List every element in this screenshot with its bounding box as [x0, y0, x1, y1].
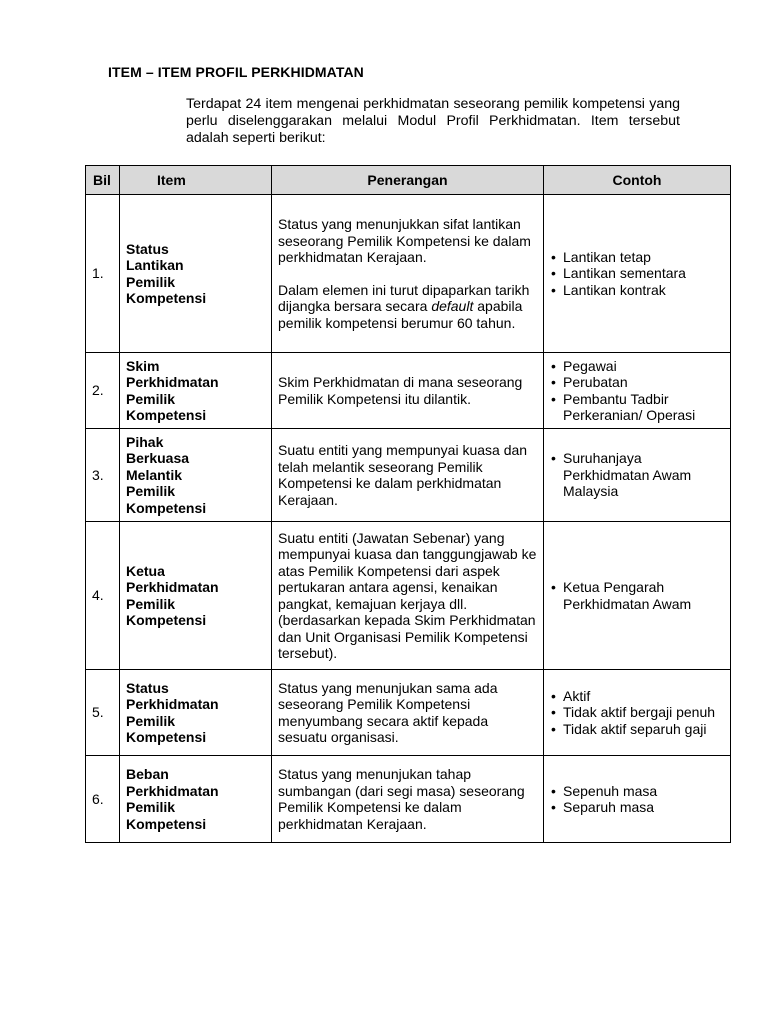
row-item: [120, 353, 272, 429]
example-list: [550, 783, 724, 816]
item-line: Kompetensi: [126, 499, 207, 516]
item-line: Ketua: [126, 562, 165, 579]
item-line: Berkuasa: [126, 450, 190, 467]
description-text: apabila pemilik kompetensi berumur 60 tahun.: [278, 298, 523, 331]
description-emphasis: default: [431, 298, 474, 314]
row-item: [120, 756, 272, 843]
example-list: [550, 579, 724, 612]
example-list: [550, 688, 724, 738]
row-examples: [544, 429, 731, 522]
list-item: • Lantikan sementara: [550, 265, 724, 282]
row-number: 2.: [86, 353, 120, 429]
row-examples: [544, 522, 731, 670]
row-examples: [544, 670, 731, 756]
profile-table: [85, 165, 731, 843]
list-item: • Lantikan kontrak: [550, 282, 724, 299]
intro-paragraph: Terdapat 24 item mengenai perkhidmatan seseorang pemilik kompetensi yang perlu diselenggarakan melalui Modul Profil Perkhidmatan. Item tersebut adalah seperti berikut:: [186, 96, 680, 146]
example-list: [550, 450, 724, 500]
table-row: [86, 429, 731, 522]
example-list: [550, 358, 724, 424]
item-line: Pemilik: [126, 595, 176, 612]
item-line: Kompetensi: [126, 815, 207, 832]
item-line: Beban: [126, 766, 169, 782]
table-row: [86, 522, 731, 670]
list-item: • Separuh masa: [550, 799, 724, 816]
example-list: [550, 249, 724, 299]
table-header-row: [86, 166, 731, 195]
item-line: Kompetensi: [126, 612, 207, 628]
item-line: Status: [126, 679, 169, 696]
row-description: [272, 429, 544, 522]
item-line: Pemilik: [126, 712, 176, 729]
item-line: Melantik: [126, 466, 183, 483]
row-number: 4.: [86, 522, 120, 670]
item-line: Kompetensi: [126, 729, 207, 745]
list-item: • Sepenuh masa: [550, 783, 724, 800]
list-item: • Perubatan: [550, 374, 724, 391]
item-line: Pihak: [126, 433, 164, 450]
list-item: • Pegawai: [550, 358, 724, 375]
row-description: [272, 522, 544, 670]
description-paragraph: Suatu entiti yang mempunyai kuasa dan telah melantik seseorang Pemilik Kompetensi ke dalam perkhidmatan Kerajaan.: [278, 442, 528, 508]
list-item: • Suruhanjaya Perkhidmatan Awam Malaysia: [550, 450, 724, 500]
row-item: [120, 670, 272, 756]
row-item: [120, 522, 272, 670]
item-line: Perkhidmatan: [126, 374, 219, 390]
description-paragraph: Skim Perkhidmatan di mana seseorang Pemilik Kompetensi itu dilantik.: [278, 374, 523, 407]
row-item: [120, 195, 272, 353]
item-line: Skim: [126, 357, 160, 374]
row-item: [120, 429, 272, 522]
item-line: Perkhidmatan: [126, 782, 219, 799]
item-line: Perkhidmatan: [126, 579, 219, 595]
description-paragraph: Status yang menunjukan sama ada seseorang Pemilik Kompetensi menyumbang secara aktif kepada sesuatu organisasi.: [278, 679, 498, 745]
table-row: [86, 670, 731, 756]
row-examples: [544, 195, 731, 353]
row-examples: [544, 756, 731, 843]
row-examples: [544, 353, 731, 429]
table-row: [86, 756, 731, 843]
header-contoh: Contoh: [544, 166, 731, 195]
row-number: 3.: [86, 429, 120, 522]
row-description: [272, 353, 544, 429]
header-item: Item: [120, 166, 272, 195]
item-line: Kompetensi: [126, 290, 207, 306]
header-penerangan: Penerangan: [272, 166, 544, 195]
list-item: • Ketua Pengarah Perkhidmatan Awam: [550, 579, 724, 612]
description-paragraph: Status yang menunjukan tahap sumbangan (dari segi masa) seseorang Pemilik Kompetensi ke dalam perkhidmatan Kerajaan.: [278, 766, 525, 832]
description-paragraph: Suatu entiti (Jawatan Sebenar) yang mempunyai kuasa dan tanggungjawab ke atas Pemilik Kompetensi dari aspek pertukaran antara agensi, kenaikan pangkat, kemajuan kerjaya dll. (berdasarkan kepada Skim Perkhidmatan dan Unit Organisasi Pemilik Kompetensi tersebut).: [278, 529, 537, 661]
description-paragraph: [278, 282, 537, 332]
item-line: Pemilik: [126, 273, 176, 290]
table-row: [86, 353, 731, 429]
row-number: 5.: [86, 670, 120, 756]
row-description: [272, 195, 544, 353]
item-line: Status: [126, 240, 169, 257]
item-line: Pemilik: [126, 799, 176, 815]
list-item: • Tidak aktif bergaji penuh: [550, 704, 724, 721]
table-row: [86, 195, 731, 353]
header-bil: Bil: [86, 166, 120, 195]
list-item: • Tidak aktif separuh gaji: [550, 721, 724, 738]
item-line: Pemilik: [126, 390, 176, 407]
item-line: Perkhidmatan: [126, 696, 219, 712]
list-item: • Lantikan tetap: [550, 249, 724, 266]
description-text: Dalam elemen ini turut dipaparkan tarikh dijangka bersara secara: [278, 281, 530, 314]
row-number: 6.: [86, 756, 120, 843]
item-line: Kompetensi: [126, 407, 207, 423]
page-heading: ITEM – ITEM PROFIL PERKHIDMATAN: [108, 64, 364, 80]
row-number: 1.: [86, 195, 120, 353]
row-description: [272, 756, 544, 843]
row-description: [272, 670, 544, 756]
list-item: • Aktif: [550, 688, 724, 705]
description-paragraph: Status yang menunjukkan sifat lantikan seseorang Pemilik Kompetensi ke dalam perkhidmatan Kerajaan.: [278, 216, 531, 265]
item-line: Pemilik: [126, 483, 176, 500]
list-item: • Pembantu Tadbir Perkeranian/ Operasi: [550, 391, 724, 424]
item-line: Lantikan: [126, 257, 184, 273]
